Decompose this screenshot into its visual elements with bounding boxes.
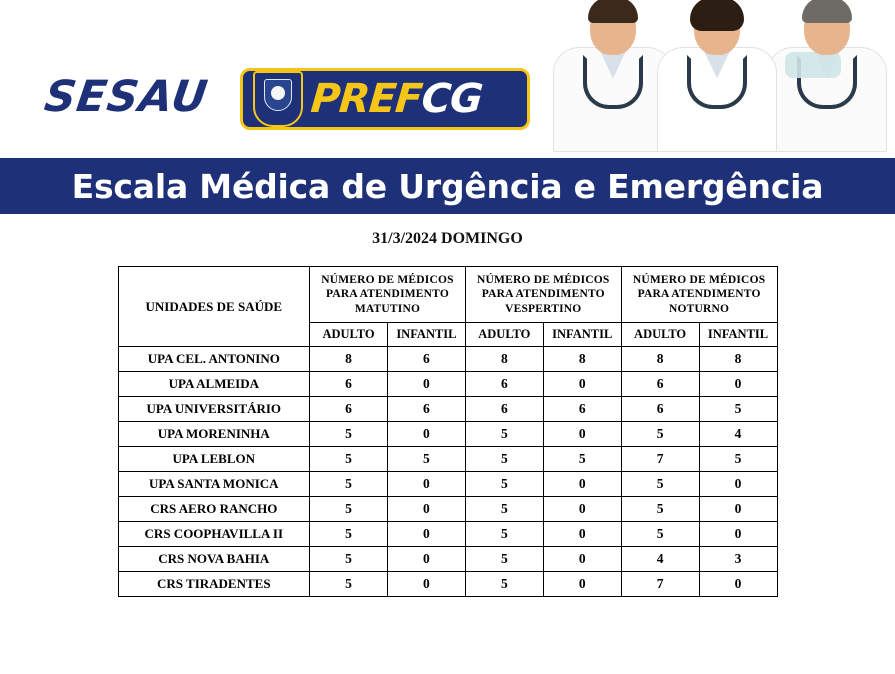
cell-doctor-count: 0 <box>543 422 621 447</box>
cell-unit-name: UPA MORENINHA <box>118 422 310 447</box>
doctor-coat-icon <box>553 47 673 152</box>
doctor-head-icon <box>590 1 636 55</box>
prefcg-logo-text <box>309 76 484 122</box>
cell-doctor-count: 8 <box>543 347 621 372</box>
table-row <box>118 572 777 597</box>
cell-unit-name: CRS NOVA BAHIA <box>118 547 310 572</box>
column-header-units: UNIDADES DE SAÚDE <box>118 267 310 347</box>
cell-doctor-count: 5 <box>310 547 388 572</box>
subheader-night-adult: ADULTO <box>621 323 699 347</box>
schedule-table <box>118 266 778 597</box>
stethoscope-icon <box>687 55 747 109</box>
cell-doctor-count: 4 <box>699 422 777 447</box>
cell-doctor-count: 0 <box>543 497 621 522</box>
cell-doctor-count: 5 <box>621 497 699 522</box>
doctor-hair-icon <box>690 0 744 31</box>
doctor-figure-left <box>553 1 673 152</box>
cell-doctor-count: 8 <box>465 347 543 372</box>
table-row <box>118 522 777 547</box>
doctor-head-icon <box>694 1 740 55</box>
cell-doctor-count: 0 <box>699 372 777 397</box>
table-body <box>118 347 777 597</box>
cell-doctor-count: 0 <box>387 572 465 597</box>
cell-doctor-count: 0 <box>543 522 621 547</box>
cell-doctor-count: 0 <box>543 472 621 497</box>
cell-doctor-count: 0 <box>699 472 777 497</box>
table-row <box>118 447 777 472</box>
table-row <box>118 397 777 422</box>
subheader-afternoon-adult: ADULTO <box>465 323 543 347</box>
cell-doctor-count: 6 <box>543 397 621 422</box>
cell-unit-name: UPA SANTA MONICA <box>118 472 310 497</box>
cell-doctor-count: 5 <box>310 422 388 447</box>
cell-doctor-count: 5 <box>465 572 543 597</box>
cell-doctor-count: 6 <box>465 397 543 422</box>
column-group-afternoon: NÚMERO DE MÉDICOS PARA ATENDIMENTO VESPERTINO <box>465 267 621 323</box>
cell-doctor-count: 5 <box>621 422 699 447</box>
cell-doctor-count: 5 <box>621 472 699 497</box>
table-header-groups <box>118 267 777 323</box>
table-row <box>118 497 777 522</box>
cell-doctor-count: 6 <box>621 397 699 422</box>
subheader-night-child: INFANTIL <box>699 323 777 347</box>
doctor-coat-icon <box>657 47 777 152</box>
cell-doctor-count: 5 <box>310 522 388 547</box>
table-row <box>118 347 777 372</box>
table-row <box>118 422 777 447</box>
cell-doctor-count: 0 <box>699 497 777 522</box>
cell-unit-name: CRS TIRADENTES <box>118 572 310 597</box>
column-group-morning: NÚMERO DE MÉDICOS PARA ATENDIMENTO MATUTINO <box>310 267 466 323</box>
cell-doctor-count: 6 <box>621 372 699 397</box>
column-group-night: NÚMERO DE MÉDICOS PARA ATENDIMENTO NOTURNO <box>621 267 777 323</box>
sesau-logo: SESAU <box>41 72 212 122</box>
cell-doctor-count: 0 <box>543 572 621 597</box>
doctor-hair-icon <box>802 0 852 23</box>
cell-doctor-count: 7 <box>621 572 699 597</box>
doctor-hair-icon <box>588 0 638 23</box>
cell-unit-name: UPA LEBLON <box>118 447 310 472</box>
cell-doctor-count: 0 <box>543 372 621 397</box>
cell-unit-name: UPA CEL. ANTONINO <box>118 347 310 372</box>
cell-doctor-count: 5 <box>310 572 388 597</box>
cell-doctor-count: 7 <box>621 447 699 472</box>
cell-doctor-count: 8 <box>310 347 388 372</box>
table-row <box>118 547 777 572</box>
prefcg-logo-badge <box>240 68 530 130</box>
date-line: 31/3/2024 DOMINGO <box>372 230 523 247</box>
coat-of-arms-icon <box>253 71 303 127</box>
cell-doctor-count: 8 <box>699 347 777 372</box>
cell-doctor-count: 0 <box>387 522 465 547</box>
cell-doctor-count: 5 <box>699 397 777 422</box>
subheader-morning-adult: ADULTO <box>310 323 388 347</box>
cell-unit-name: UPA ALMEIDA <box>118 372 310 397</box>
cell-doctor-count: 5 <box>310 497 388 522</box>
title-banner <box>0 155 895 214</box>
cell-doctor-count: 5 <box>387 447 465 472</box>
table-row <box>118 472 777 497</box>
cell-doctor-count: 0 <box>699 522 777 547</box>
doctors-photo <box>545 0 895 152</box>
cell-doctor-count: 5 <box>465 547 543 572</box>
subheader-morning-child: INFANTIL <box>387 323 465 347</box>
prefcg-cg-text: CG <box>419 76 484 122</box>
cell-doctor-count: 6 <box>387 397 465 422</box>
cell-unit-name: CRS AERO RANCHO <box>118 497 310 522</box>
doctor-head-icon <box>804 1 850 55</box>
cell-doctor-count: 5 <box>310 472 388 497</box>
cell-doctor-count: 0 <box>543 547 621 572</box>
doctor-figure-right <box>767 1 887 152</box>
cell-doctor-count: 5 <box>543 447 621 472</box>
cell-doctor-count: 5 <box>310 447 388 472</box>
cell-doctor-count: 4 <box>621 547 699 572</box>
subheader-afternoon-child: INFANTIL <box>543 323 621 347</box>
cell-doctor-count: 0 <box>699 572 777 597</box>
stethoscope-icon <box>583 55 643 109</box>
cell-doctor-count: 5 <box>465 447 543 472</box>
table-row <box>118 372 777 397</box>
cell-doctor-count: 8 <box>621 347 699 372</box>
cell-doctor-count: 0 <box>387 422 465 447</box>
doctor-figure-center <box>657 1 777 152</box>
cell-doctor-count: 5 <box>465 472 543 497</box>
cell-doctor-count: 0 <box>387 547 465 572</box>
cell-doctor-count: 0 <box>387 497 465 522</box>
cell-doctor-count: 5 <box>621 522 699 547</box>
prefcg-pref-text: PREF <box>308 76 424 122</box>
cell-doctor-count: 0 <box>387 472 465 497</box>
cell-doctor-count: 6 <box>387 347 465 372</box>
cell-doctor-count: 5 <box>699 447 777 472</box>
cell-doctor-count: 3 <box>699 547 777 572</box>
cell-unit-name: CRS COOPHAVILLA II <box>118 522 310 547</box>
cell-doctor-count: 6 <box>310 372 388 397</box>
cell-doctor-count: 5 <box>465 522 543 547</box>
schedule-table-container <box>118 266 778 597</box>
cell-doctor-count: 0 <box>387 372 465 397</box>
cell-doctor-count: 6 <box>310 397 388 422</box>
page-title: Escala Médica de Urgência e Emergência <box>71 166 824 206</box>
cell-doctor-count: 5 <box>465 497 543 522</box>
face-mask-icon <box>785 52 841 78</box>
cell-unit-name: UPA UNIVERSITÁRIO <box>118 397 310 422</box>
cell-doctor-count: 5 <box>465 422 543 447</box>
cell-doctor-count: 6 <box>465 372 543 397</box>
page-header <box>0 0 895 155</box>
